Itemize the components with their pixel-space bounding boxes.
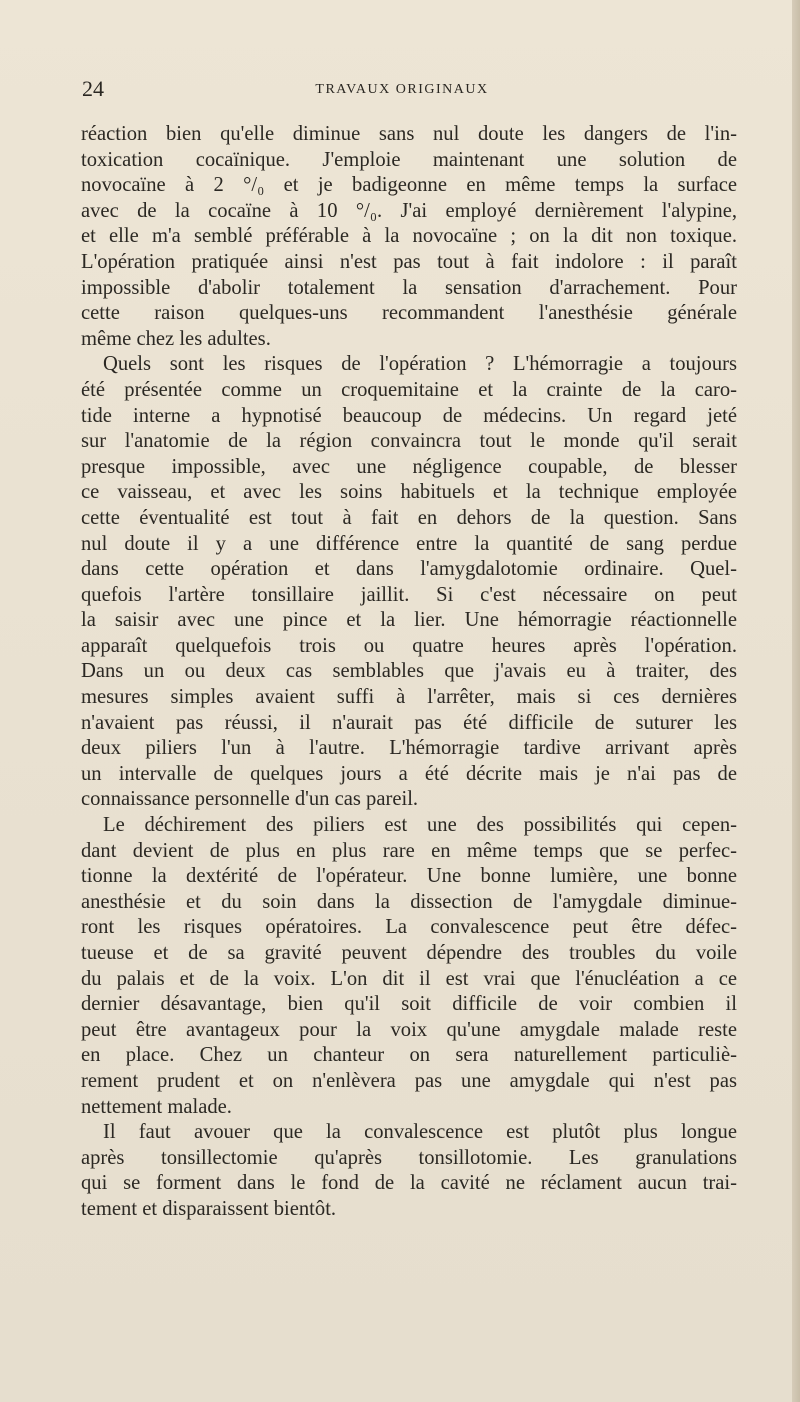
text-line: qui se forment dans le fond de la cavité ne réclament aucun trai- xyxy=(81,1172,737,1195)
text-line: ront les risques opératoires. La convalescence peut être défec- xyxy=(81,916,737,939)
text-line: tide interne a hypnotisé beaucoup de médecins. Un regard jeté xyxy=(81,404,737,427)
text-line: la saisir avec une pince et la lier. Une hémorragie réactionnelle xyxy=(81,609,737,632)
text-line: ce vaisseau, et avec les soins habituels et la technique employée xyxy=(81,481,737,504)
text-line: apparaît quelquefois trois ou quatre heures après l'opération. xyxy=(81,634,737,657)
text-line: et elle m'a semblé préférable à la novocaïne ; on la dit non toxique. xyxy=(81,225,737,248)
body-text xyxy=(81,122,737,1223)
text-line: peut être avantageux pour la voix qu'une amygdale malade reste xyxy=(81,1018,737,1041)
text-line: n'avaient pas réussi, il n'aurait pas été difficile de suturer les xyxy=(81,711,737,734)
text-line: dant devient de plus en plus rare en même temps que se perfec- xyxy=(81,839,737,862)
text-line: mesures simples avaient suffi à l'arrêter, mais si ces dernières xyxy=(81,686,737,709)
text-line: cette raison quelques-uns recommandent l'anesthésie générale xyxy=(81,302,737,325)
text-line: Le déchirement des piliers est une des possibilités qui cepen- xyxy=(103,814,737,837)
text-line: dans cette opération et dans l'amygdalotomie ordinaire. Quel- xyxy=(81,558,737,581)
text-line: nul doute il y a une différence entre la quantité de sang perdue xyxy=(81,532,737,555)
text-line: un intervalle de quelques jours a été décrite mais je n'ai pas de xyxy=(81,762,737,785)
text-line: connaissance personnelle d'un cas pareil. xyxy=(81,788,419,811)
text-line: Dans un ou deux cas semblables que j'avais eu à traiter, des xyxy=(81,660,737,683)
page-edge xyxy=(792,0,800,1402)
text-line: nettement malade. xyxy=(81,1095,232,1118)
page-header xyxy=(82,74,722,104)
text-line: rement prudent et on n'enlèvera pas une amygdale qui n'est pas xyxy=(81,1069,737,1092)
text-line: deux piliers l'un à l'autre. L'hémorragie tardive arrivant après xyxy=(81,737,737,760)
text-line: avec de la cocaïne à 10 °/₀. J'ai employé dernièrement l'alypine, xyxy=(81,199,737,222)
page-number: 24 xyxy=(82,76,104,101)
text-line: cette éventualité est tout à fait en dehors de la question. Sans xyxy=(81,506,737,529)
text-line: même chez les adultes. xyxy=(81,327,271,350)
text-line: Quels sont les risques de l'opération ? L'hémorragie a toujours xyxy=(103,353,737,376)
text-line: impossible d'abolir totalement la sensation d'arrachement. Pour xyxy=(81,276,737,299)
text-line: après tonsillectomie qu'après tonsillotomie. Les granulations xyxy=(81,1146,737,1169)
text-line: quefois l'artère tonsillaire jaillit. Si c'est nécessaire on peut xyxy=(81,583,737,606)
text-line: du palais et de la voix. L'on dit il est vrai que l'énucléation a ce xyxy=(81,967,737,990)
text-line: L'opération pratiquée ainsi n'est pas tout à fait indolore : il paraît xyxy=(81,250,737,273)
text-line: réaction bien qu'elle diminue sans nul doute les dangers de l'in- xyxy=(81,123,737,145)
text-line: toxication cocaïnique. J'emploie maintenant une solution de xyxy=(81,148,737,171)
text-line: tement et disparaissent bientôt. xyxy=(81,1197,337,1220)
text-line: novocaïne à 2 °/₀ et je badigeonne en même temps la surface xyxy=(81,174,737,197)
text-line: dernier désavantage, bien qu'il soit difficile de voir combien il xyxy=(81,993,737,1016)
text-line: sur l'anatomie de la région convaincra tout le monde qu'il serait xyxy=(81,430,737,453)
text-line: anesthésie et du soin dans la dissection de l'amygdale diminue- xyxy=(81,890,737,913)
text-line: tueuse et de sa gravité peuvent dépendre des troubles du voile xyxy=(81,942,737,964)
text-line: été présentée comme un croquemitaine et la crainte de la caro- xyxy=(81,378,737,401)
text-line: presque impossible, avec une négligence coupable, de blesser xyxy=(81,455,737,478)
text-line: tionne la dextérité de l'opérateur. Une bonne lumière, une bonne xyxy=(81,865,737,888)
text-line: en place. Chez un chanteur on sera naturellement particuliè- xyxy=(81,1044,737,1067)
text-line: Il faut avouer que la convalescence est plutôt plus longue xyxy=(103,1121,737,1144)
running-head: TRAVAUX ORIGINAUX xyxy=(315,82,489,97)
